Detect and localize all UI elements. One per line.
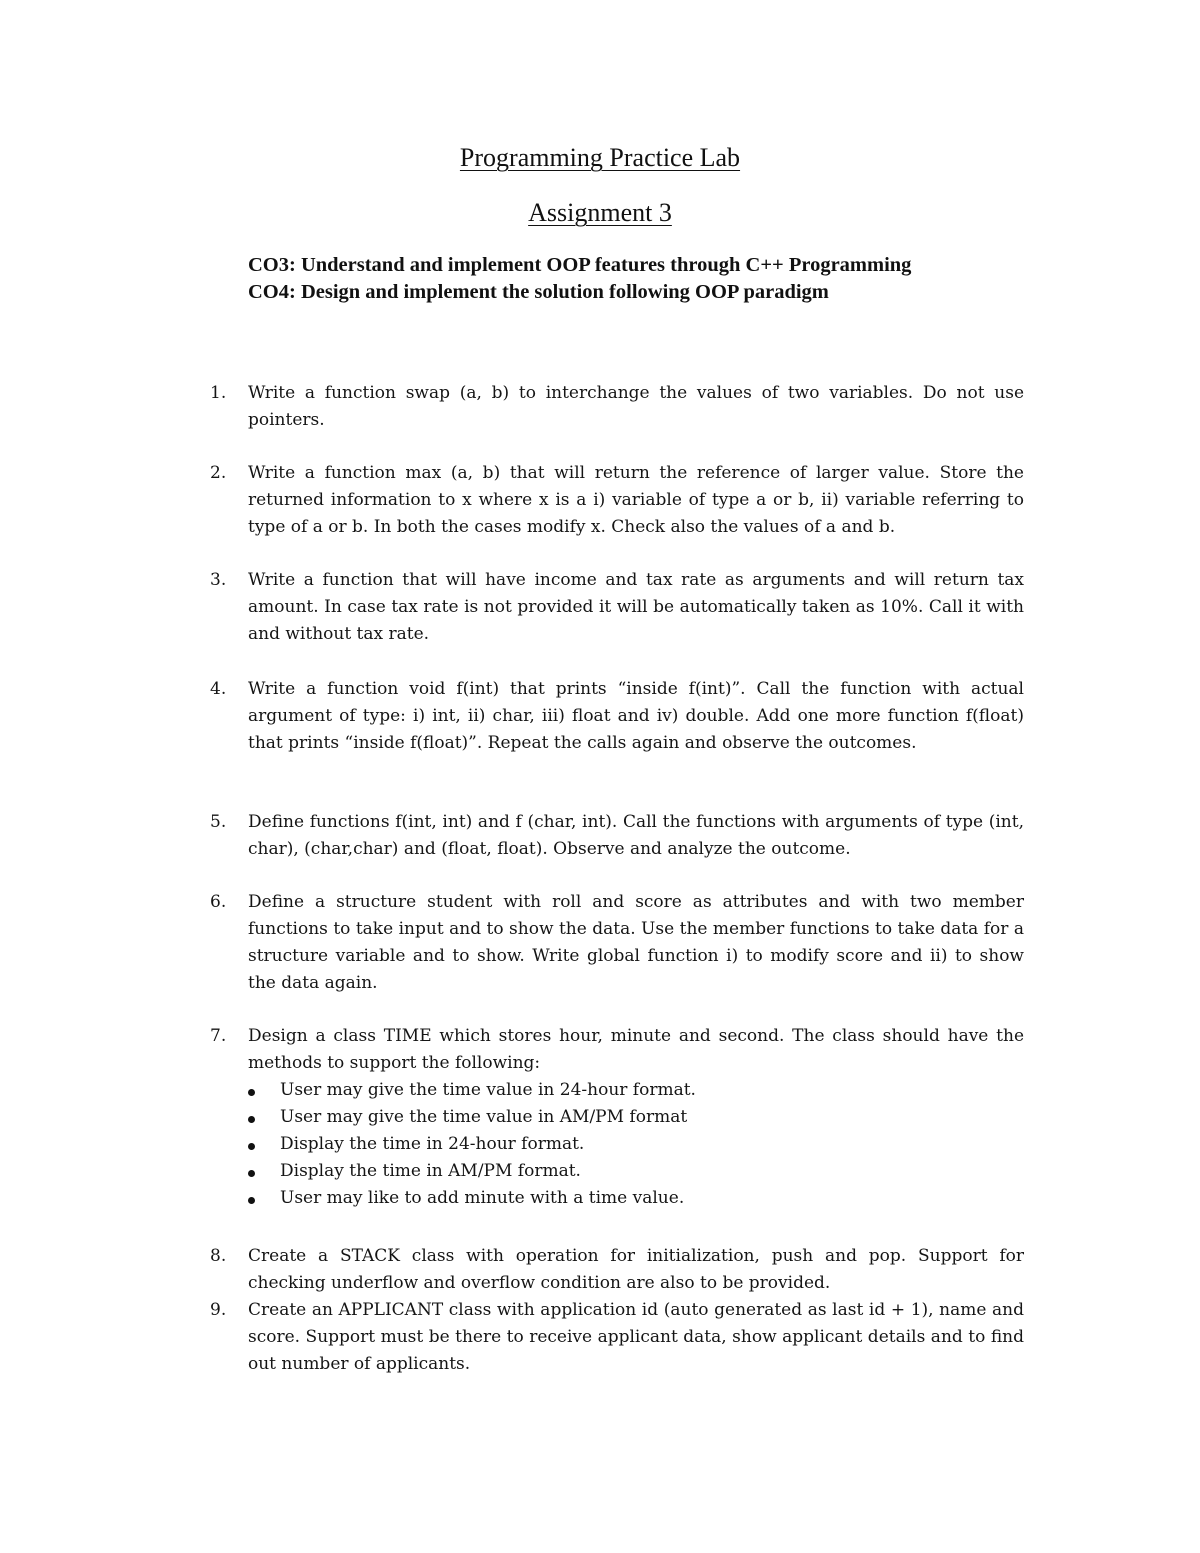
bullet-icon (248, 1197, 255, 1204)
question-4 (210, 676, 1024, 757)
list-item (210, 1077, 1024, 1104)
list-item (210, 1158, 1024, 1185)
bullet-icon (248, 1089, 255, 1096)
bullet-icon (248, 1116, 255, 1123)
question-text: Write a function swap (a, b) to interchange the values of two variables. Do not use pointers. (248, 383, 1024, 430)
question-text: Write a function void f(int) that prints “inside f(int)”. Call the function with actual argument of type: i) int, ii) char, iii) float and iv) double. Add one more function f(float) that prints “inside f(float)”. Repeat the calls again and observe the outcomes. (248, 679, 1024, 753)
question-text: Write a function max (a, b) that will return the reference of larger value. Store the returned information to x where x is a i) variable of type a or b, ii) variable referring to type of a or b. In both the cases modify x. Check also the values of a and b. (248, 463, 1024, 537)
list-item-text: User may give the time value in 24-hour format. (280, 1080, 696, 1100)
question-5 (210, 809, 1024, 863)
question-text: Design a class TIME which stores hour, minute and second. The class should have the methods to support the following: (248, 1026, 1024, 1073)
list-item-text: User may give the time value in AM/PM format (280, 1107, 688, 1127)
question-number: 6. (210, 892, 227, 912)
question-6 (210, 889, 1024, 997)
question-7 (210, 1023, 1024, 1212)
document-title: Programming Practice Lab (459, 143, 741, 172)
bullet-icon (248, 1143, 255, 1150)
question-text: Define functions f(int, int) and f (char, int). Call the functions with arguments of type (int, char), (char,char) and (float, float). Observe and analyze the outcome. (248, 812, 1024, 859)
question-1 (210, 380, 1024, 434)
requirements-list (210, 1077, 1024, 1212)
question-number: 7. (210, 1026, 227, 1046)
question-9 (210, 1297, 1024, 1378)
question-number: 4. (210, 679, 227, 699)
list-item (210, 1104, 1024, 1131)
question-number: 5. (210, 812, 227, 832)
question-text: Create an APPLICANT class with application id (auto generated as last id + 1), name and score. Support must be there to receive applicant data, show applicant details and to find out number of applicants. (248, 1300, 1024, 1374)
question-text: Write a function that will have income and tax rate as arguments and will return tax amount. In case tax rate is not provided it will be automatically taken as 10%. Call it with and without tax rate. (248, 570, 1024, 644)
question-number: 2. (210, 463, 227, 483)
list-item-text: Display the time in 24-hour format. (280, 1134, 585, 1154)
list-item (210, 1185, 1024, 1212)
list-item-text: User may like to add minute with a time value. (280, 1188, 685, 1208)
assignment-subtitle: Assignment 3 (528, 198, 672, 227)
bullet-icon (248, 1170, 255, 1177)
question-number: 9. (210, 1300, 227, 1320)
question-text: Create a STACK class with operation for initialization, push and pop. Support for checking underflow and overflow condition are also to be provided. (248, 1246, 1024, 1293)
question-2 (210, 460, 1024, 541)
question-8 (210, 1243, 1024, 1297)
course-outcome-co4: CO4: Design and implement the solution following OOP paradigm (248, 281, 829, 303)
question-number: 8. (210, 1246, 227, 1266)
question-number: 1. (210, 383, 227, 403)
list-item-text: Display the time in AM/PM format. (280, 1161, 581, 1181)
list-item (210, 1131, 1024, 1158)
question-number: 3. (210, 570, 227, 590)
question-3 (210, 567, 1024, 648)
course-outcome-co3: CO3: Understand and implement OOP features through C++ Programming (248, 254, 912, 276)
question-text: Define a structure student with roll and score as attributes and with two member functions to take input and to show the data. Use the member functions to take data for a structure variable and to show. Write global function i) to modify score and ii) to show the data again. (248, 892, 1024, 993)
